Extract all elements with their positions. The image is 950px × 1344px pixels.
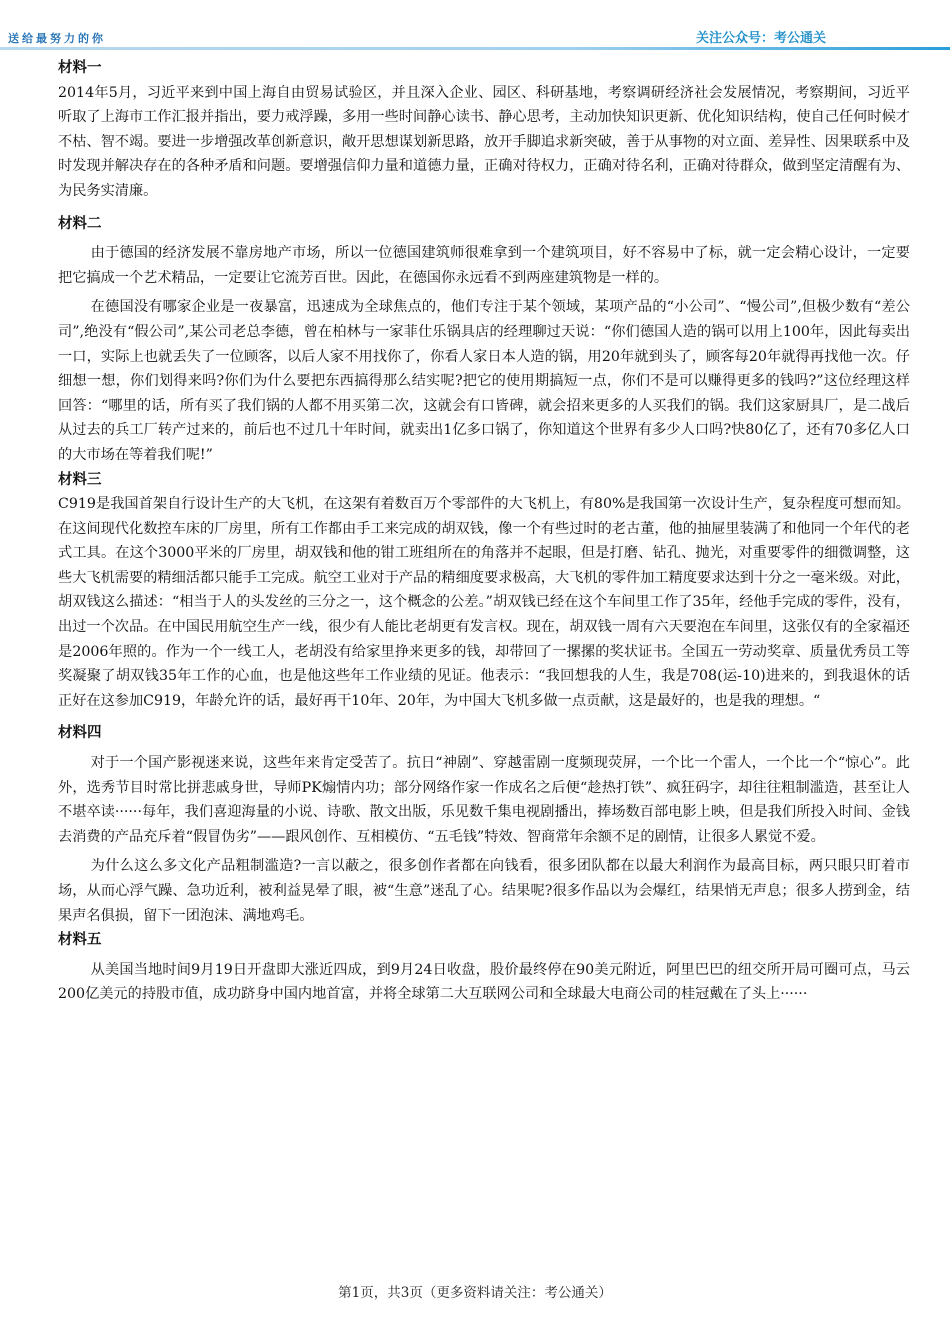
paragraph: 从美国当地时间9月19日开盘即大涨近四成，到9月24日收盘，股价最终停在90美元附近，阿里巴巴的纽交所开局可圈可点，马云200亿美元的持股市值，成功跻身中国内地首富，并将全球第二大互联网公司和全球最大电商公司的桂冠戴在了头上······ [58, 961, 910, 1003]
header-account-text: 关注公众号：考公通关 [696, 31, 827, 46]
paragraph: 对于一个国产影视迷来说，这些年来肯定受苦了。抗日“神剧”、穿越雷剧一度频现荧屏，一个比一个雷人，一个比一个“惊心”。此外，选秀节目时常比拼悲戚身世，导师PK煽情内功；部分网络作家一作成名之后便“趁热打铁”、疯狂码字，却往往粗制滥造，甚至让人不堪卒读······每年，我们喜迎海量的小说、诗歌、散文出版，乐见数千集电视剧播出，捧场数百部电影上映，但是我们所投入时间、金钱去消费的产品充斥着“假冒伪劣”——跟风创作、互相模仿、“五毛钱”特效、智商常年余额不足的剧情，让很多人累觉不爱。 [58, 755, 910, 845]
paragraph: 为什么这么多文化产品粗制滥造?一言以蔽之，很多创作者都在向钱看，很多团队都在以最大利润作为最高目标，两只眼只盯着市场，从而心浮气躁、急功近利，被利益晃晕了眼，被“生意”迷乱了心。结果呢?很多作品以为会爆红，结果悄无声息；很多人捞到金，结果声名俱损，留下一团泡沫、满地鸡毛。 [58, 858, 910, 924]
page-footer: 第1页，共3页（更多资料请关注：考公通关） [338, 1285, 612, 1301]
section-title: 材料三 [58, 471, 102, 488]
section-title: 材料五 [58, 932, 102, 949]
paragraph: 由于德国的经济发展不靠房地产市场，所以一位德国建筑师很难拿到一个建筑项目，好不容易中了标，就一定会精心设计，一定要把它搞成一个艺术精品，一定要让它流芳百世。因此，在德国你永远看不到两座建筑物是一样的。 [58, 245, 910, 286]
section-material-1 [58, 56, 910, 204]
section-material-5 [58, 928, 910, 1007]
paragraph: 在德国没有哪家企业是一夜暴富，迅速成为全球焦点的，他们专注于某个领域，某项产品的“小公司”、“慢公司”,但极少数有“差公司”,绝没有“假公司”,某公司老总李德，曾在柏林与一家菲仕乐锅具店的经理聊过天说：“你们德国人造的锅可以用上100年，因此每卖出一口，实际上也就丢失了一位顾客，以后人家不用找你了，你看人家日本人造的锅，用20年就到头了，顾客每20年就得再找他一次。仔细想一想，你们划得来吗?你们为什么要把东西搞得那么结实呢?把它的使用期搞短一点，你们不是可以赚得更多的钱吗?”这位经理这样回答：“哪里的话，所有买了我们锅的人都不用买第二次，这就会有口皆碑，就会招来更多的人买我们的锅。我们这家厨具厂，是二战后从过去的兵工厂转产过来的，前后也不过几十年时间，就卖出1亿多口锅了，你知道这个世界有多少人口吗?快80亿了，还有70多亿人口的大市场在等着我们呢!” [58, 299, 910, 463]
section-material-2 [58, 212, 910, 468]
section-title: 材料四 [58, 725, 102, 742]
header-slogan: 送给最努力的你 [8, 32, 106, 45]
header-divider [0, 47, 950, 50]
paragraph: C919是我国首架自行设计生产的大飞机，在这架有着数百万个零部件的大飞机上，有80%是我国第一次设计生产，复杂程度可想而知。在这间现代化数控车床的厂房里，所有工作都由手工来完成的胡双钱，像一个有些过时的老古董，他的抽屉里装满了和他同一个年代的老式工具。在这个3000平米的厂房里，胡双钱和他的钳工班组所在的角落并不起眼，但是打磨、钻孔、抛光，对重要零件的细微调整，这些大飞机需要的精细活都只能手工完成。航空工业对于产品的精细度要求极高，大飞机的零件加工精度要求达到十分之一毫米级。对此，胡双钱这么描述：“相当于人的头发丝的三分之一，这个概念的公差。”胡双钱已经在这个车间里工作了35年，经他手完成的零件，没有，出过一个次品。在中国民用航空生产一线，很少有人能比老胡更有发言权。现在，胡双钱一周有六天要泡在车间里，这张仅有的全家福还是2006年照的。作为一个一线工人，老胡没有给家里挣来更多的钱，却带回了一摞摞的奖状证书。全国五一劳动奖章、质量优秀员工等奖凝聚了胡双钱35年工作的心血，也是他这些年工作业绩的见证。他表示：“我回想我的人生，我是708(运-10)进来的，到我退休的话正好在这参加C919，年龄允许的话，最好再干10年、20年，为中国大飞机多做一点贡献，这是最好的，也是我的理想。“ [58, 496, 910, 709]
section-material-3 [58, 468, 910, 714]
section-title: 材料一 [58, 60, 102, 76]
document-body [58, 56, 910, 1007]
section-material-4 [58, 721, 910, 928]
paragraph: 2014年5月，习近平来到中国上海自由贸易试验区，并且深入企业、园区、科研基地，考察调研经济社会发展情况，考察期间，习近平听取了上海市工作汇报并指出，要力戒浮躁，多用一些时间静心读书、静心思考，主动加快知识更新、优化知识结构，使自己任何时候才不枯、智不竭。要进一步增强改革创新意识，敞开思想谋划新思路，放开手脚追求新突破，善于从事物的对立面、差异性、因果联系中及时发现并解决存在的各种矛盾和问题。要增强信仰力量和道德力量，正确对待权力，正确对待名利，正确对待群众，做到坚定清醒有为、为民务实清廉。 [58, 84, 910, 199]
section-title: 材料二 [58, 215, 102, 232]
